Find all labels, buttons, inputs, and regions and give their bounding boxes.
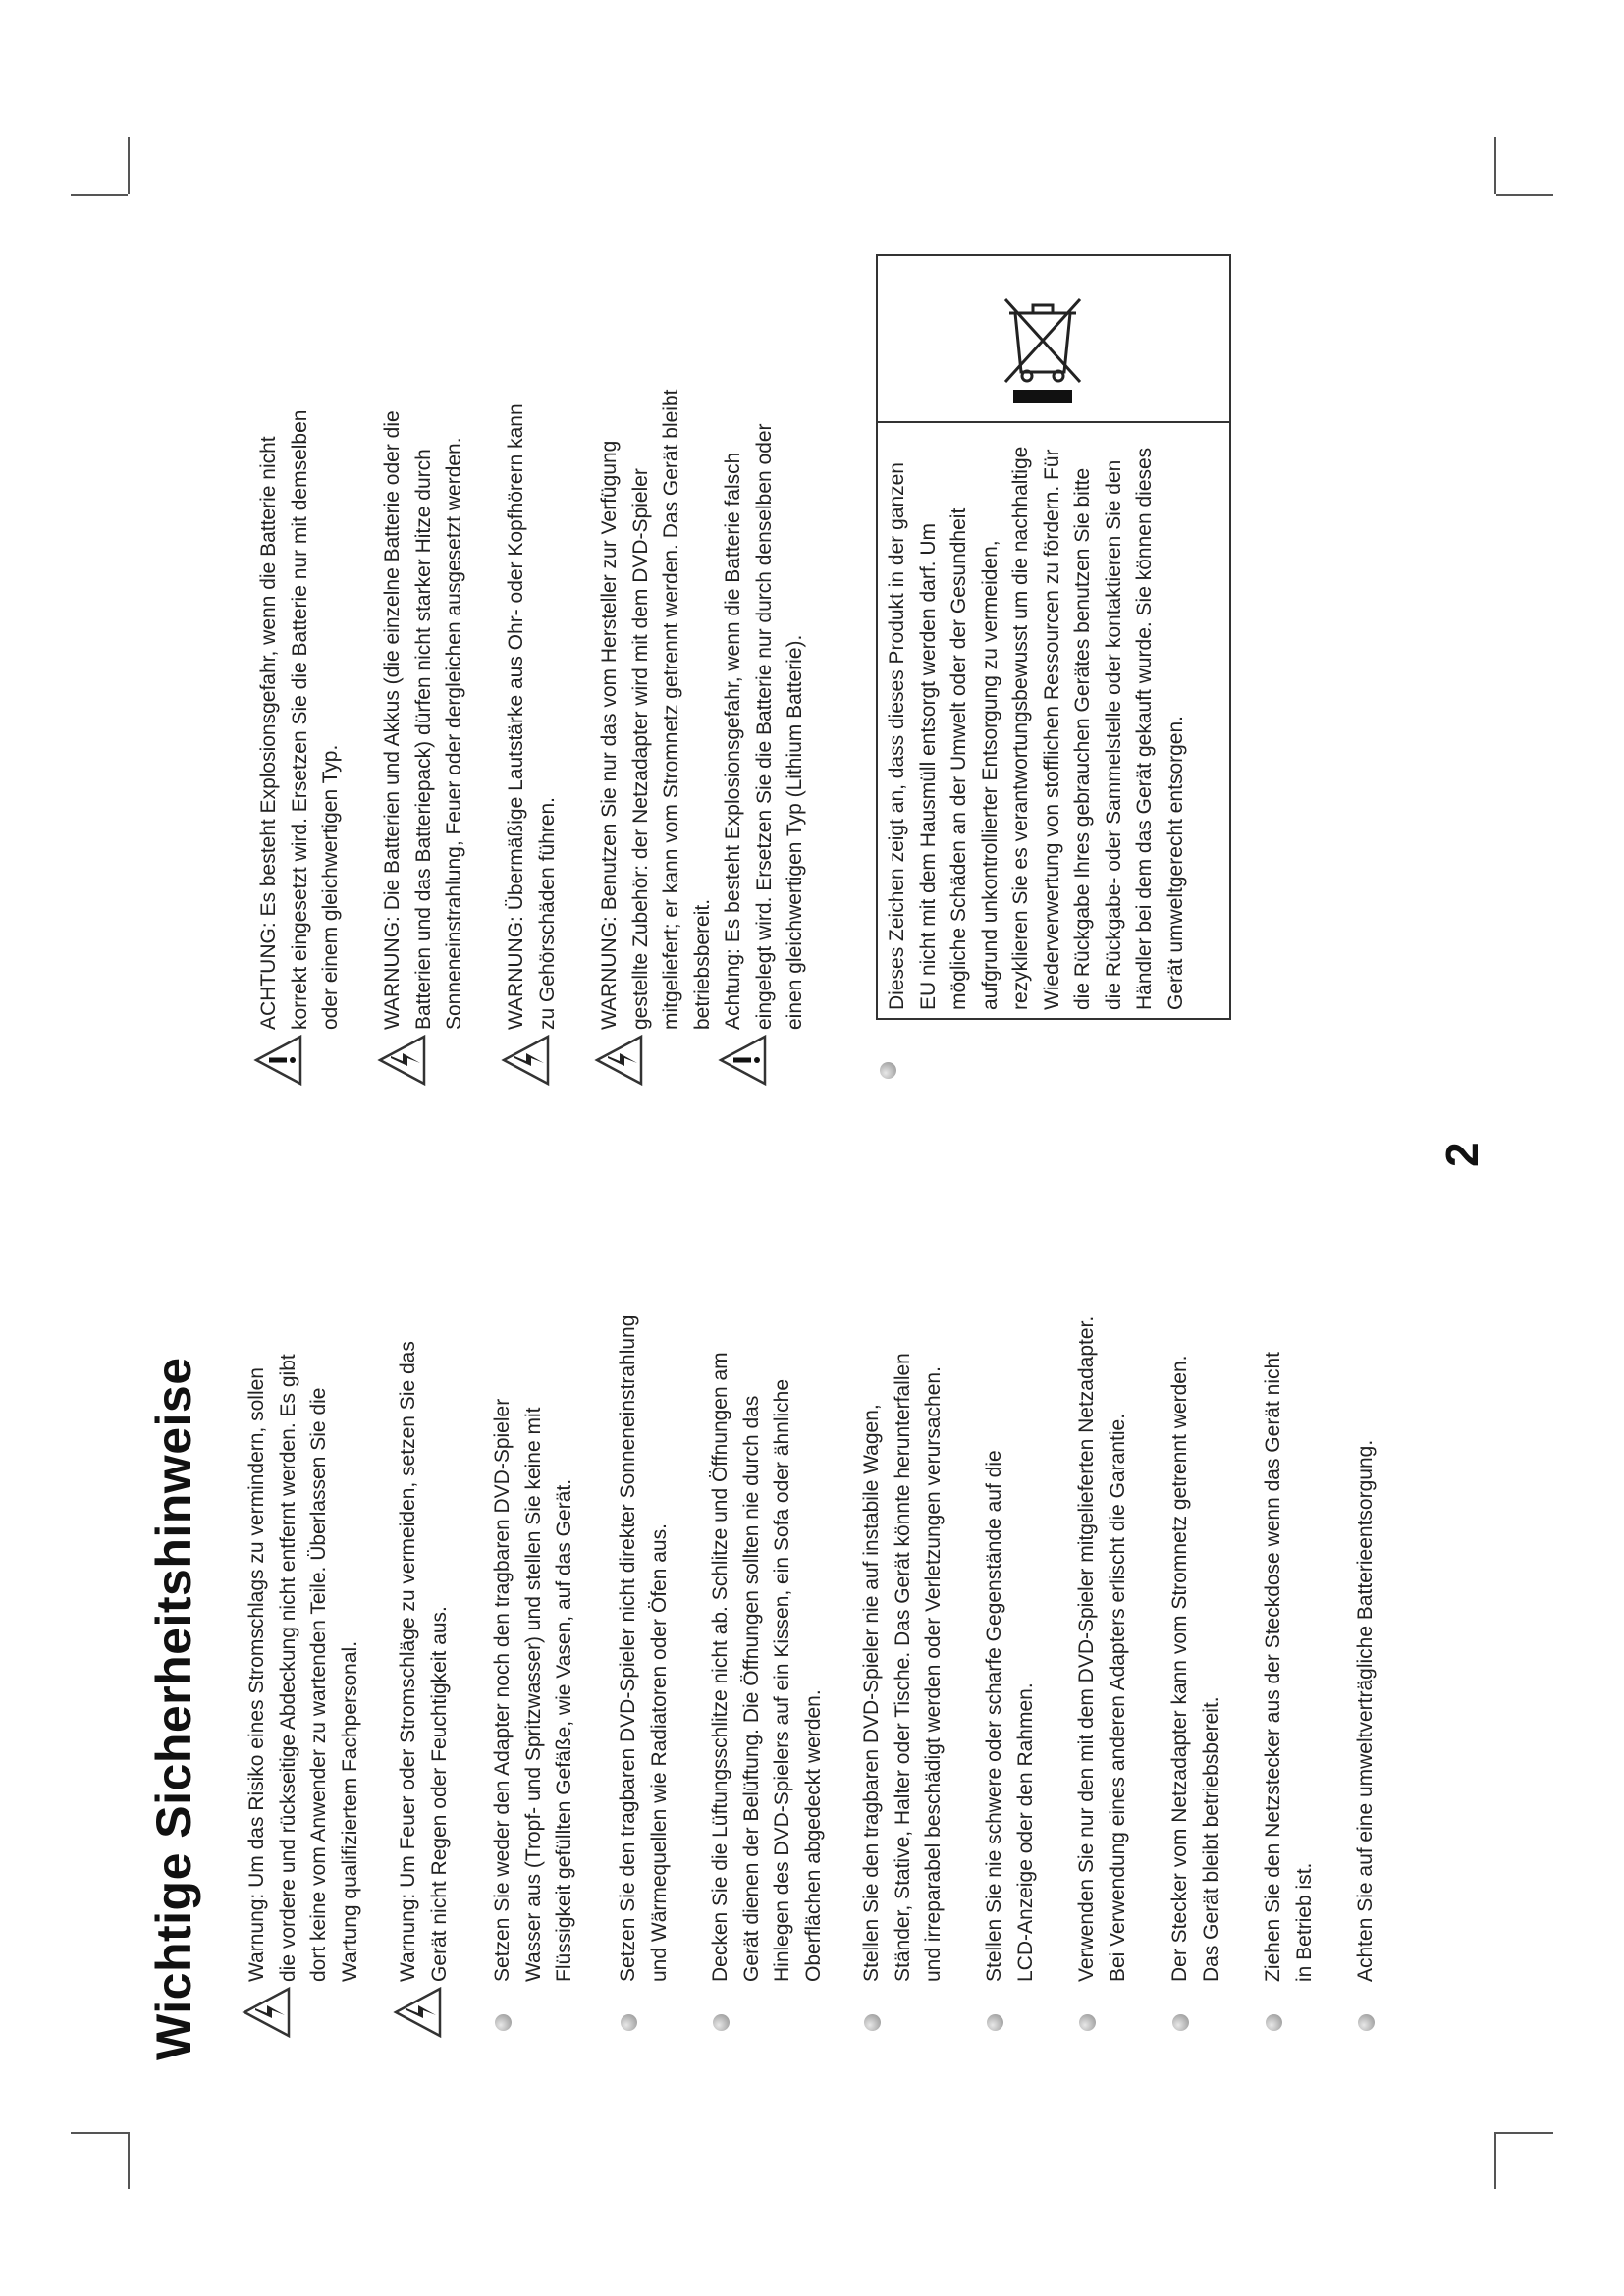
text-line: Setzen Sie weder den Adapter noch den tragbaren DVD-Spieler: [491, 1398, 514, 1982]
notice-text: [1258, 1236, 1320, 1982]
text-line: dort keine vom Anwender zu wartenden Teile. Überlassen Sie die: [307, 1387, 330, 1982]
notice-text: [487, 1236, 580, 1982]
lightning-triangle-icon: [501, 1030, 557, 1087]
notice-text: [718, 225, 811, 1030]
text-line: Stellen Sie den tragbaren DVD-Spieler nie auf instabile Wagen,: [860, 1404, 883, 1982]
text-line: betriebsbereit.: [690, 898, 714, 1030]
notice-text: [1164, 1236, 1226, 1982]
text-line: zu Gehörschäden führen.: [535, 797, 559, 1030]
lightning-triangle-icon: [377, 1030, 433, 1087]
text-line: Das Gerät bleibt betriebsbereit.: [1199, 1696, 1222, 1982]
text-line: EU nicht mit dem Hausmüll entsorgt werden darf. Um: [916, 522, 940, 1010]
text-line: Gerät dienen der Belüftung. Die Öffnungen sollten nie durch das: [739, 1395, 763, 1982]
notice-item: [487, 1236, 580, 2039]
text-line: die vordere und rückseitige Abdeckung nicht entfernt werden. Es gibt: [276, 1354, 299, 1982]
text-line: Dieses Zeichen zeigt an, dass dieses Produkt in der ganzen: [886, 462, 908, 1010]
text-line: eingelegt wird. Ersetzen Sie die Batterie nur durch denselben oder: [752, 423, 776, 1030]
text-line: Verwenden Sie nur den mit dem DVD-Spieler mitgelieferten Netzadapter.: [1075, 1315, 1098, 1982]
notice-item: [1164, 1236, 1226, 2039]
exclamation-triangle-icon: [253, 1030, 309, 1087]
text-line: LCD-Anzeige oder den Rahmen.: [1013, 1682, 1037, 1982]
text-line: Batterien und das Batteriepack) dürfen nicht starker Hitze durch: [411, 449, 435, 1030]
text-line: Hinlegen des DVD-Spielers auf ein Kissen, ein Sofa oder ähnliche: [771, 1378, 793, 1982]
bullet-icon: [979, 1982, 1003, 2039]
text-line: Der Stecker vom Netzadapter kann vom Stromnetz getrennt werden.: [1168, 1355, 1191, 1982]
notice-item: [1350, 1236, 1381, 2039]
bullet-icon: [705, 1982, 730, 2039]
text-line: WARNUNG: Benutzen Sie nur das vom Hersteller zur Verfügung: [598, 440, 621, 1030]
lightning-triangle-icon: [393, 1982, 449, 2039]
text-line: WARNUNG: Übermäßige Lautstärke aus Ohr- oder Kopfhörern kann: [505, 403, 527, 1030]
text-line: ACHTUNG: Es besteht Explosionsgefahr, wenn die Batterie nicht: [257, 436, 280, 1030]
notice-item: [979, 1236, 1041, 2039]
text-line: Stellen Sie nie schwere oder scharfe Gegenstände auf die: [983, 1450, 1005, 1982]
bullet-icon: [1258, 1982, 1282, 2039]
text-line: Bei Verwendung eines anderen Adapters erlischt die Garantie.: [1106, 1413, 1129, 1982]
lightning-triangle-icon: [594, 1030, 650, 1087]
notice-text: [253, 225, 347, 1030]
crossed-bin-icon: [878, 256, 1229, 421]
text-line: Gerät nicht Regen oder Feuchtigkeit aus.: [427, 1606, 451, 1982]
notice-text: [613, 1236, 675, 1982]
notice-item: [501, 225, 563, 1087]
notice-text: [705, 1236, 829, 1982]
text-line: mögliche Schäden an der Umwelt oder der Gesundheit: [947, 507, 970, 1010]
notice-text: [594, 225, 718, 1030]
text-line: Setzen Sie den tragbaren DVD-Spieler nicht direkter Sonneneinstrahlung: [617, 1314, 639, 1982]
bullet-icon: [872, 1062, 896, 1087]
text-line: in Betrieb ist.: [1292, 1862, 1316, 1982]
notice-text: [1071, 1236, 1133, 1982]
notice-text: [393, 1236, 455, 1982]
text-line: die Rückgabe- oder Sammelstelle oder kontaktieren Sie den: [1102, 459, 1125, 1010]
text-line: Gerät umweltgerecht entsorgen.: [1164, 716, 1187, 1010]
notice-text: [501, 225, 563, 1030]
text-line: Sonneneinstrahlung, Feuer oder dergleichen ausgesetzt werden.: [443, 437, 465, 1030]
text-line: Achten Sie auf eine umweltverträgliche Batterieentsorgung.: [1354, 1439, 1377, 1982]
text-line: und irreparabel beschädigt werden oder Verletzungen verursachen.: [922, 1366, 945, 1982]
weee-notice-item: [872, 1062, 896, 1087]
page-number: 2: [1436, 1142, 1488, 1167]
text-line: Ständer, Stative, Halter oder Tische. Das Gerät könnte herunterfallen: [891, 1353, 914, 1982]
text-line: Wasser aus (Tropf- und Spritzwasser) und stellen Sie keine mit: [521, 1407, 545, 1982]
text-line: WARNUNG: Die Batterien und Akkus (die einzelne Batterie oder die: [381, 410, 404, 1030]
notice-item: [253, 225, 347, 1087]
notice-text: [979, 1236, 1041, 1982]
notice-text: [242, 1236, 365, 1982]
notice-text: [1350, 1236, 1381, 1982]
bullet-icon: [487, 1982, 512, 2039]
notice-item: [718, 225, 811, 1087]
notice-text: [377, 225, 470, 1030]
text-line: Flüssigkeit gefüllten Gefäße, wie Vasen, auf das Gerät.: [553, 1478, 575, 1982]
page-title: Wichtige Sicherheitshinweise: [146, 1357, 201, 2060]
notice-item: [594, 225, 718, 1087]
bullet-icon: [1350, 1982, 1375, 2039]
text-line: Händler bei dem das Gerät gekauft wurde. Sie können dieses: [1133, 447, 1156, 1010]
text-line: korrekt eingesetzt wird. Ersetzen Sie die Batterie nur mit demselben: [288, 409, 311, 1030]
bullet-icon: [1071, 1982, 1096, 2039]
bullet-icon: [613, 1982, 637, 2039]
text-line: und Wärmequellen wie Radiatoren oder Öfen aus.: [647, 1523, 671, 1982]
text-line: einen gleichwertigen Typ (Lithium Batterie).: [784, 634, 806, 1030]
text-line: mitgeliefert; er kann vom Stromnetz getrennt werden. Das Gerät bleibt: [660, 389, 682, 1030]
notice-item: [393, 1236, 455, 2039]
weee-notice-box: [876, 254, 1231, 1020]
lightning-triangle-icon: [242, 1982, 298, 2039]
bullet-icon: [1164, 1982, 1189, 2039]
notice-item: [1258, 1236, 1320, 2039]
text-line: Warnung: Um das Risiko eines Stromschlags zu vermindern, sollen: [245, 1367, 268, 1982]
text-line: Oberflächen abgedeckt werden.: [801, 1689, 825, 1982]
notice-item: [705, 1236, 829, 2039]
text-line: rezyklieren Sie es verantwortungsbewusst um die nachhaltige: [1009, 446, 1032, 1010]
notice-text: [856, 1236, 949, 1982]
text-line: die Rückgabe Ihres gebrauchen Gerätes benutzen Sie bitte: [1071, 467, 1094, 1010]
text-line: aufgrund unkontrollierter Entsorgung zu vermeiden,: [978, 540, 1001, 1010]
bullet-icon: [856, 1982, 881, 2039]
text-line: Wartung qualifiziertem Fachpersonal.: [338, 1640, 361, 1982]
notice-item: [242, 1236, 365, 2039]
weee-notice-text: [878, 421, 1229, 1018]
text-line: gestellte Zubehör: der Netzadapter wird mit dem DVD-Spieler: [628, 468, 652, 1030]
exclamation-triangle-icon: [718, 1030, 774, 1087]
text-line: oder einem gleichwertigen Typ.: [319, 744, 342, 1030]
text-line: Achtung: Es besteht Explosionsgefahr, wenn die Batterie falsch: [722, 452, 744, 1030]
text-line: Ziehen Sie den Netzstecker aus der Steckdose wenn das Gerät nicht: [1262, 1351, 1284, 1982]
notice-item: [377, 225, 470, 1087]
text-line: Decken Sie die Lüftungsschlitze nicht ab. Schlitze und Öffnungen am: [709, 1352, 731, 1982]
notice-item: [1071, 1236, 1133, 2039]
notice-item: [613, 1236, 675, 2039]
text-line: Wiederverwertung von stofflichen Ressourcen zu fördern. Für: [1040, 449, 1063, 1010]
notice-item: [856, 1236, 949, 2039]
text-line: Warnung: Um Feuer oder Stromschläge zu vermeiden, setzen Sie das: [397, 1341, 419, 1982]
